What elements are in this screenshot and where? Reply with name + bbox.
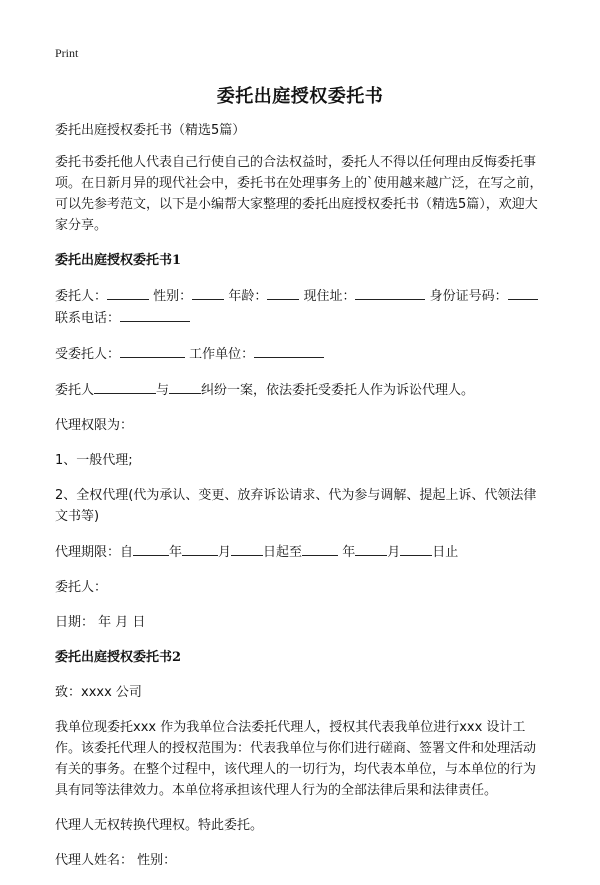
full-agency: 2、全权代理(代为承认、变更、放弃诉讼请求、代为参与调解、提起上诉、代领法律文书等) bbox=[55, 488, 537, 524]
general-agency: 1、一般代理; bbox=[55, 453, 133, 468]
print-link[interactable]: Print bbox=[55, 46, 79, 60]
date-line: 日期： 年 月 日 bbox=[55, 615, 146, 630]
recipient-line: 致：xxxx 公司 bbox=[55, 685, 142, 700]
section-2-heading: 委托出庭授权委托书2 bbox=[55, 650, 182, 665]
signer-line: 委托人： bbox=[55, 580, 108, 595]
authorization-paragraph: 我单位现委托xxx 作为我单位合法委托代理人，授权其代表我单位进行xxx 设计工作。该委托代理人的授权范围为：代表我单位与你们进行磋商、签署文件和处理活动有关的事务。在整个过程中，该代理人的一切行为，均代表本单位，与本单位的行为具有同等法律效力。本单位将承担该代理人行为的全部法律后果和法律责任。 bbox=[55, 720, 537, 798]
no-transfer-line: 代理人无权转换代理权。特此委托。 bbox=[55, 818, 264, 833]
scope-label: 代理权限为： bbox=[55, 418, 134, 433]
case-line: 委托人 与 纠纷一案，依法委托受委托人作为诉讼代理人。 bbox=[55, 379, 547, 401]
subtitle: 委托出庭授权委托书（精选5篇） bbox=[55, 123, 246, 138]
document-title: 委托出庭授权委托书 bbox=[216, 86, 384, 107]
agent-info-line: 受委托人： 工作单位： bbox=[55, 343, 547, 365]
section-1-heading: 委托出庭授权委托书1 bbox=[55, 253, 182, 268]
agent-name-line: 代理人姓名： 性别： bbox=[55, 853, 177, 868]
client-info-line: 委托人： 性别： 年龄： 现住址： 身份证号码： 联系电话： bbox=[55, 285, 547, 329]
period-line: 代理期限：自 年 月 日起至 年 月 日止 bbox=[55, 541, 547, 563]
document-body bbox=[55, 120, 547, 885]
intro-paragraph: 委托书委托他人代表自己行使自己的合法权益时，委托人不得以任何理由反悔委托事项。在日新月异的现代社会中，委托书在处理事务上的`使用越来越广泛，在写之前，可以先参考范文，以下是小编帮大家整理的委托出庭授权委托书（精选5篇），欢迎大家分享。 bbox=[55, 155, 543, 233]
